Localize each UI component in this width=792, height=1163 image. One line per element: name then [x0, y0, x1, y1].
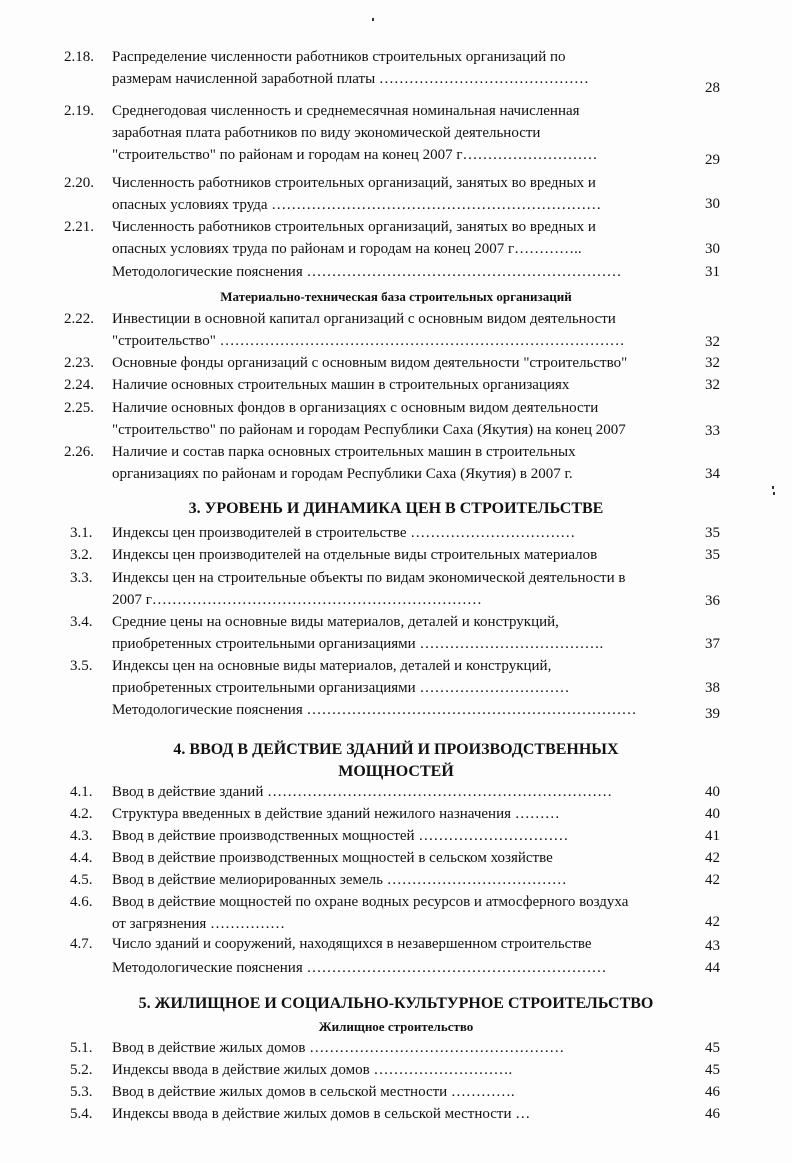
- section-heading: [0, 739, 792, 783]
- entry-title-line: Индексы цен на строительные объекты по видам экономической деятельности в: [112, 570, 626, 586]
- entry-title: [112, 957, 684, 979]
- page-number: 30: [705, 241, 720, 257]
- entry-title: [112, 46, 684, 90]
- entry-title-line: Инвестиции в основной капитал организаций с основным видом деятельности: [112, 311, 616, 327]
- entry-title: [112, 352, 684, 374]
- entry-title: [112, 1081, 684, 1103]
- page-number: 34: [705, 466, 720, 482]
- entry-number: 4.7.: [70, 936, 93, 952]
- entry-title-line: Наличие основных фондов в организациях с основным видом деятельности: [112, 400, 599, 416]
- entry-title-line: Ввод в действие производственных мощностей …………………………: [112, 828, 569, 844]
- page-number: 36: [705, 593, 720, 609]
- entry-title: [112, 522, 684, 544]
- entry-title: [112, 869, 684, 891]
- entry-title-line: "строительство" ………………………………………………………………………: [112, 333, 625, 349]
- page-number: 42: [705, 850, 720, 866]
- entry-title-line: Средние цены на основные виды материалов, деталей и конструкций,: [112, 614, 559, 630]
- entry-number: 5.1.: [70, 1040, 93, 1056]
- entry-title-line: "строительство" по районам и городам на конец 2007 г………………………: [112, 147, 598, 163]
- page-number: 44: [705, 960, 720, 976]
- entry-title-line: Ввод в действие производственных мощностей в сельском хозяйстве: [112, 850, 553, 866]
- page-number: 40: [705, 784, 720, 800]
- entry-number: 2.26.: [64, 444, 94, 460]
- entry-number: 3.4.: [70, 614, 93, 630]
- subsection-heading: Жилищное строительство: [318, 1019, 474, 1034]
- entry-title-line: Индексы ввода в действие жилых домов ……………………….: [112, 1062, 513, 1078]
- entry-number: 3.2.: [70, 547, 93, 563]
- entry-title-line: Численность работников строительных организаций, занятых во вредных и: [112, 219, 596, 235]
- entry-title: [112, 891, 684, 935]
- page-number: 35: [705, 525, 720, 541]
- page-number: 45: [705, 1062, 720, 1078]
- entry-title-line: Ввод в действие зданий ……………………………………………………………: [112, 784, 613, 800]
- entry-title: [112, 655, 684, 699]
- entry-title: [112, 441, 684, 485]
- entry-number: 5.3.: [70, 1084, 93, 1100]
- entry-title-line: Структура введенных в действие зданий нежилого назначения ………: [112, 806, 560, 822]
- entry-title: [112, 781, 684, 803]
- entry-title: [112, 699, 684, 721]
- page-number: 46: [705, 1084, 720, 1100]
- entry-title: [112, 172, 684, 216]
- entry-title-line: Основные фонды организаций с основным видом деятельности "строительство": [112, 355, 628, 371]
- entry-title-line: Численность работников строительных организаций, занятых во вредных и: [112, 175, 596, 191]
- entry-title-line: размерам начисленной заработной платы ……………………………………: [112, 71, 589, 87]
- entry-title-line: Среднегодовая численность и среднемесячная номинальная начисленная: [112, 103, 580, 119]
- entry-title: [112, 1103, 684, 1125]
- entry-title-line: Ввод в действие жилых домов ……………………………………………: [112, 1040, 565, 1056]
- entry-title-line: Индексы ввода в действие жилых домов в сельской местности …: [112, 1106, 531, 1122]
- entry-title-line: Индексы цен производителей на отдельные виды строительных материалов: [112, 547, 598, 563]
- entry-title: [112, 847, 684, 869]
- entry-title-line: Наличие и состав парка основных строительных машин в строительных: [112, 444, 576, 460]
- entry-number: 2.19.: [64, 103, 94, 119]
- entry-title-line: Ввод в действие жилых домов в сельской местности ………….: [112, 1084, 515, 1100]
- entry-title: [112, 216, 684, 260]
- entry-title-line: Индексы цен на основные виды материалов, деталей и конструкций,: [112, 658, 552, 674]
- entry-number: 2.22.: [64, 311, 94, 327]
- section-heading: [0, 498, 792, 520]
- entry-number: 2.20.: [64, 175, 94, 191]
- page-number: 29: [705, 152, 720, 168]
- entry-title: [112, 611, 684, 655]
- page-number: 28: [705, 80, 720, 96]
- entry-title-line: Ввод в действие мощностей по охране водных ресурсов и атмосферного воздуха: [112, 894, 629, 910]
- entry-number: 4.6.: [70, 894, 93, 910]
- page-number: 40: [705, 806, 720, 822]
- entry-title: [112, 1037, 684, 1059]
- entry-title: [112, 308, 684, 352]
- page-number: 32: [705, 377, 720, 393]
- entry-title-line: Методологические пояснения ……………………………………………………: [112, 960, 607, 976]
- entry-number: 4.4.: [70, 850, 93, 866]
- page-number: 35: [705, 547, 720, 563]
- entry-title: [112, 261, 684, 283]
- entry-number: 2.23.: [64, 355, 94, 371]
- page-number: 38: [705, 680, 720, 696]
- page-number: 30: [705, 196, 720, 212]
- entry-number: 3.3.: [70, 570, 93, 586]
- entry-title-line: "строительство" по районам и городам Республики Саха (Якутия) на конец 2007: [112, 422, 626, 438]
- page-number: 45: [705, 1040, 720, 1056]
- scan-speck: [372, 18, 374, 21]
- entry-title: [112, 933, 684, 955]
- entry-number: 2.24.: [64, 377, 94, 393]
- entry-title-line: Индексы цен производителей в строительстве ……………………………: [112, 525, 576, 541]
- entry-title-line: Ввод в действие мелиорированных земель ………………………………: [112, 872, 567, 888]
- section-heading-line: 4. ВВОД В ДЕЙСТВИЕ ЗДАНИЙ И ПРОИЗВОДСТВЕННЫХ: [173, 741, 619, 758]
- entry-title-line: приобретенных строительными организациями …………………………: [112, 680, 570, 696]
- entry-title-line: Число зданий и сооружений, находящихся в незавершенном строительстве: [112, 936, 592, 952]
- entry-title-line: опасных условиях труда …………………………………………………………: [112, 197, 602, 213]
- subsection-heading: Материально-техническая база строительных организаций: [220, 289, 572, 304]
- entry-title-line: Наличие основных строительных машин в строительных организациях: [112, 377, 570, 393]
- entry-title-line: Распределение численности работников строительных организаций по: [112, 49, 566, 65]
- entry-number: 2.21.: [64, 219, 94, 235]
- entry-title-line: Методологические пояснения ………………………………………………………: [112, 264, 622, 280]
- entry-number: 4.5.: [70, 872, 93, 888]
- page-number: 31: [705, 264, 720, 280]
- entry-title: [112, 1059, 684, 1081]
- page-number: 32: [705, 334, 720, 350]
- page-number: 42: [705, 914, 720, 930]
- entry-title: [112, 397, 684, 441]
- section-heading-line: 5. ЖИЛИЩНОЕ И СОЦИАЛЬНО-КУЛЬТУРНОЕ СТРОИТЕЛЬСТВО: [138, 995, 654, 1012]
- page-number: 32: [705, 355, 720, 371]
- section-heading-line: МОЩНОСТЕЙ: [338, 763, 454, 780]
- page-number: 33: [705, 423, 720, 439]
- page-number: 39: [705, 706, 720, 722]
- entry-title-line: Методологические пояснения …………………………………………………………: [112, 702, 637, 718]
- section-heading-line: 3. УРОВЕНЬ И ДИНАМИКА ЦЕН В СТРОИТЕЛЬСТВЕ: [188, 500, 604, 517]
- entry-number: 3.5.: [70, 658, 93, 674]
- entry-title: [112, 825, 684, 847]
- entry-title: [112, 544, 684, 566]
- entry-title-line: заработная плата работников по виду экономической деятельности: [112, 125, 541, 141]
- section-heading: [0, 993, 792, 1015]
- page-number: 37: [705, 636, 720, 652]
- entry-number: 3.1.: [70, 525, 93, 541]
- page-number: 46: [705, 1106, 720, 1122]
- entry-title: [112, 567, 684, 611]
- entry-title-line: от загрязнения ……………: [112, 916, 286, 932]
- entry-number: 2.25.: [64, 400, 94, 416]
- scan-speck: [772, 486, 774, 489]
- page-number: 43: [705, 938, 720, 954]
- page-number: 42: [705, 872, 720, 888]
- entry-number: 4.3.: [70, 828, 93, 844]
- entry-number: 4.2.: [70, 806, 93, 822]
- entry-number: 5.4.: [70, 1106, 93, 1122]
- entry-title-line: опасных условиях труда по районам и городам на конец 2007 г…………..: [112, 241, 582, 257]
- entry-title: [112, 803, 684, 825]
- entry-title: [112, 100, 684, 166]
- page-number: 41: [705, 828, 720, 844]
- entry-number: 2.18.: [64, 49, 94, 65]
- entry-title: [112, 374, 684, 396]
- entry-title-line: приобретенных строительными организациями ……………………………….: [112, 636, 604, 652]
- scan-speck: [773, 492, 775, 495]
- entry-title-line: 2007 г…………………………………………………………: [112, 592, 482, 608]
- entry-title-line: организациях по районам и городам Республики Саха (Якутия) в 2007 г.: [112, 466, 573, 482]
- entry-number: 4.1.: [70, 784, 93, 800]
- entry-number: 5.2.: [70, 1062, 93, 1078]
